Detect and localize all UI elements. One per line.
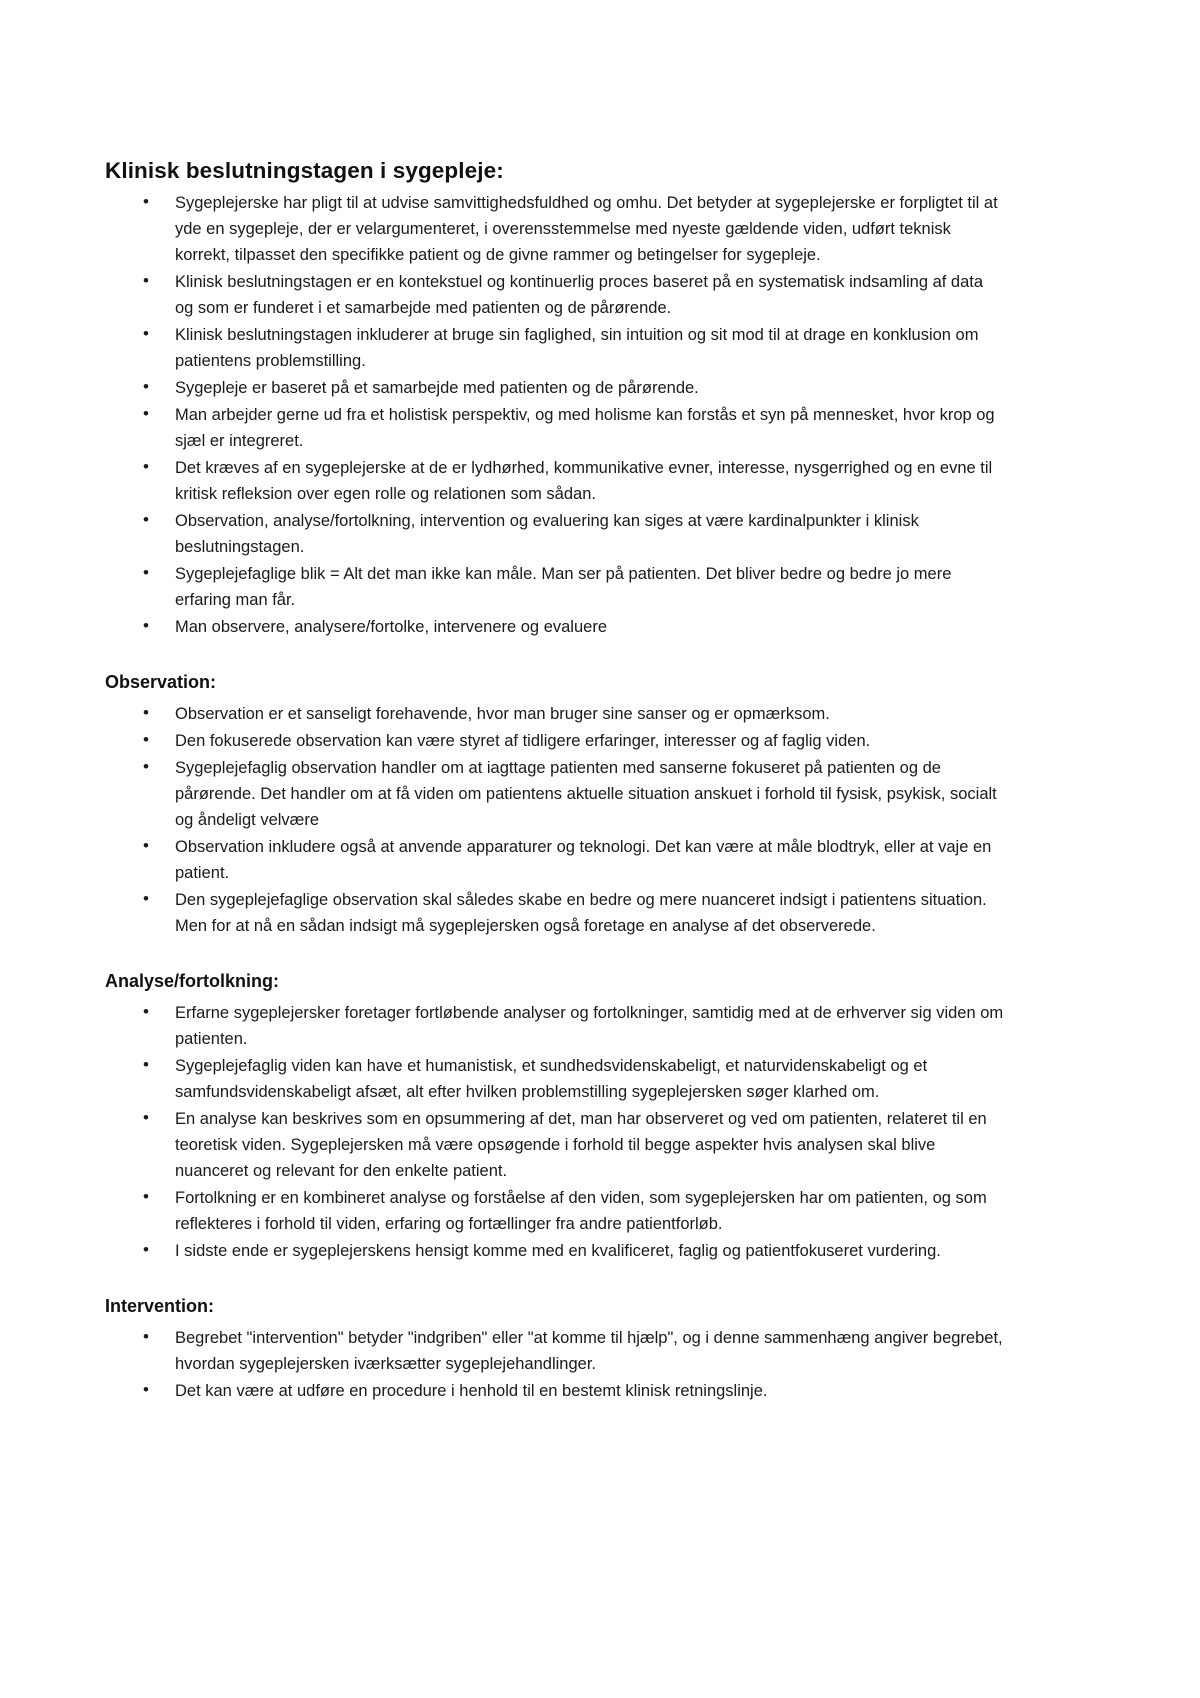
bullet-item: • Klinisk beslutningstagen er en kontekstuel og kontinuerlig proces baseret på en systematisk indsamling af data og som er funderet i et samarbejde med patienten og de pårørende.	[105, 269, 1005, 321]
bullet-item: • Begrebet "intervention" betyder "indgriben" eller "at komme til hjælp", og i denne sammenhæng angiver begrebet, hvordan sygeplejersken iværksætter sygeplejehandlinger.	[105, 1325, 1005, 1377]
bullet-item: • Sygepleje er baseret på et samarbejde med patienten og de pårørende.	[105, 375, 1005, 401]
bullet-item: • Fortolkning er en kombineret analyse og forståelse af den viden, som sygeplejersken har om patienten, og som reflekteres i forhold til viden, erfaring og fortællinger fra andre patientforløb.	[105, 1185, 1005, 1237]
bullet-list	[105, 701, 1005, 939]
page-title: Klinisk beslutningstagen i sygepleje:	[105, 158, 504, 183]
bullet-item: • Den fokuserede observation kan være styret af tidligere erfaringer, interesser og af faglig viden.	[105, 728, 1005, 754]
section-heading-intervention: Intervention:	[105, 1296, 215, 1316]
bullet-list	[105, 1000, 1005, 1264]
bullet-item: • Klinisk beslutningstagen inkluderer at bruge sin faglighed, sin intuition og sit mod til at drage en konklusion om patientens problemstilling.	[105, 322, 1005, 374]
bullet-item: • Sygeplejefaglig viden kan have et humanistisk, et sundhedsvidenskabeligt, et naturvidenskabeligt og et samfundsvidenskabeligt afsæt, alt efter hvilken problemstilling sygeplejersken søger klarhed om.	[105, 1053, 1005, 1105]
bullet-item: • Sygeplejerske har pligt til at udvise samvittighedsfuldhed og omhu. Det betyder at sygeplejerske er forpligtet til at yde en sygepleje, der er velargumenteret, i overensstemmelse med nyeste gældende viden, udført teknisk korrekt, tilpasset den specifikke patient og de givne rammer og betingelser for sygepleje.	[105, 190, 1005, 268]
bullet-item: • Observation inkludere også at anvende apparaturer og teknologi. Det kan være at måle blodtryk, eller at vaje en patient.	[105, 834, 1005, 886]
bullet-item: • Erfarne sygeplejersker foretager fortløbende analyser og fortolkninger, samtidig med at de erhverver sig viden om patienten.	[105, 1000, 1005, 1052]
bullet-item: • Sygeplejefaglige blik = Alt det man ikke kan måle. Man ser på patienten. Det bliver bedre og bedre jo mere erfaring man får.	[105, 561, 1005, 613]
section-klinisk-beslutningstagen	[105, 158, 1005, 640]
section-heading-observation: Observation:	[105, 672, 217, 692]
bullet-item: • Det kræves af en sygeplejerske at de er lydhørhed, kommunikative evner, interesse, nysgerrighed og en evne til kritisk refleksion over egen rolle og relationen som sådan.	[105, 455, 1005, 507]
bullet-item: • I sidste ende er sygeplejerskens hensigt komme med en kvalificeret, faglig og patientfokuseret vurdering.	[105, 1238, 1005, 1264]
bullet-list	[105, 190, 1005, 640]
bullet-item: • Man arbejder gerne ud fra et holistisk perspektiv, og med holisme kan forstås et syn på mennesket, hvor krop og sjæl er integreret.	[105, 402, 1005, 454]
section-observation	[105, 672, 1005, 939]
bullet-item: • Det kan være at udføre en procedure i henhold til en bestemt klinisk retningslinje.	[105, 1378, 1005, 1404]
bullet-item: • Den sygeplejefaglige observation skal således skabe en bedre og mere nuanceret indsigt i patientens situation. Men for at nå en sådan indsigt må sygeplejersken også foretage en analyse af det observerede.	[105, 887, 1005, 939]
bullet-item: • Observation, analyse/fortolkning, intervention og evaluering kan siges at være kardinalpunkter i klinisk beslutningstagen.	[105, 508, 1005, 560]
bullet-item: • Observation er et sanseligt forehavende, hvor man bruger sine sanser og er opmærksom.	[105, 701, 1005, 727]
bullet-item: • Sygeplejefaglig observation handler om at iagttage patienten med sanserne fokuseret på patienten og de pårørende. Det handler om at få viden om patientens aktuelle situation anskuet i forhold til fysisk, psykisk, socialt og åndeligt velvære	[105, 755, 1005, 833]
section-intervention	[105, 1296, 1005, 1404]
bullet-item: • Man observere, analysere/fortolke, intervenere og evaluere	[105, 614, 1005, 640]
section-analyse-fortolkning	[105, 971, 1005, 1264]
bullet-list	[105, 1325, 1005, 1404]
section-heading-analyse-fortolkning: Analyse/fortolkning:	[105, 971, 280, 991]
bullet-item: • En analyse kan beskrives som en opsummering af det, man har observeret og ved om patienten, relateret til en teoretisk viden. Sygeplejersken må være opsøgende i forhold til begge aspekter hvis analysen skal blive nuanceret og relevant for den enkelte patient.	[105, 1106, 1005, 1184]
